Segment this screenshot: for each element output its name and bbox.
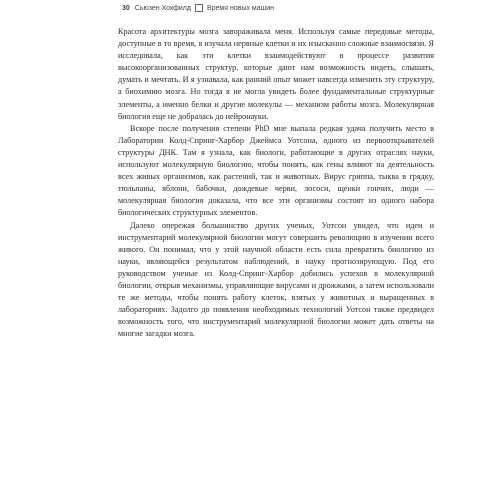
- page-number: 30: [122, 4, 130, 12]
- running-head: [122, 2, 274, 14]
- paragraph-3: Далеко опережая большинство других ученых, Уотсон увидел, что идеи и инструментарий молекулярной биологии могут совершить революцию в изучении всего живого. Он понимал, что у этой научной области есть сила превратить биологию из науки, являющейся результатом наблюдений, в науку прогнозирующую. Под его руководством ученые из Колд-Спринг-Харбор добились успехов в молекулярной биологии, открыв механизмы, управляющие вирусами и дрожжами, а затем использовали те же методы, чтобы понять работу клеток, взятых у животных и выращенных в лабораториях. Задолго до появления необходимых технологий Уотсон также предвидел возможность того, что инструментарий молекулярной биологии может дать ответы на многие загадки мозга.: [118, 220, 434, 339]
- separator-square-icon: [195, 4, 203, 12]
- running-head-title: Время новых машин: [206, 4, 275, 12]
- paragraph-1: Красота архитектуры мозга завораживала меня. Используя самые передовые методы, доступные в то время, я изучала нервные клетки и их изысканно сложные взаимосвязи. Я исследовала, как эти клетки взаимодействуют в процессе развития высокоорганизованных структур, которые дают нам возможность видеть, слышать, думать и мечтать. И я узнавала, как ранний опыт может навсегда изменить эту структуру, а биохимию мозга. Но тогда я не могла увидеть более фундаментальные структурные элементы, а именно белки и другие молекулы — механизм работы мозга. Молекулярная биология еще не добралась до нейронауки.: [118, 27, 434, 121]
- paragraph-2: Вскоре после получения степени PhD мне выпала редкая удача получить место в Лаборатории Колд-Спринг-Харбор Джеймса Уотсона, одного из первооткрывателей структуры ДНК. Там я узнала, как биологи, работающие в других отраслях науки, используют молекулярную биологию, чтобы понять, как гены влияют на деятельность всех живых организмов, как растений, так и животных. Вирус гриппа, тыква в грядку, тюльпаны, яблони, бабочки, дождевые черви, лососи, щенки гончих, люди — молекулярная биология доказала, что все эти организмы состоят из одного набора биологических структурных элементов.: [118, 123, 434, 218]
- running-head-author: Сьюзен Хокфилд: [134, 4, 191, 12]
- body-text: [118, 26, 434, 340]
